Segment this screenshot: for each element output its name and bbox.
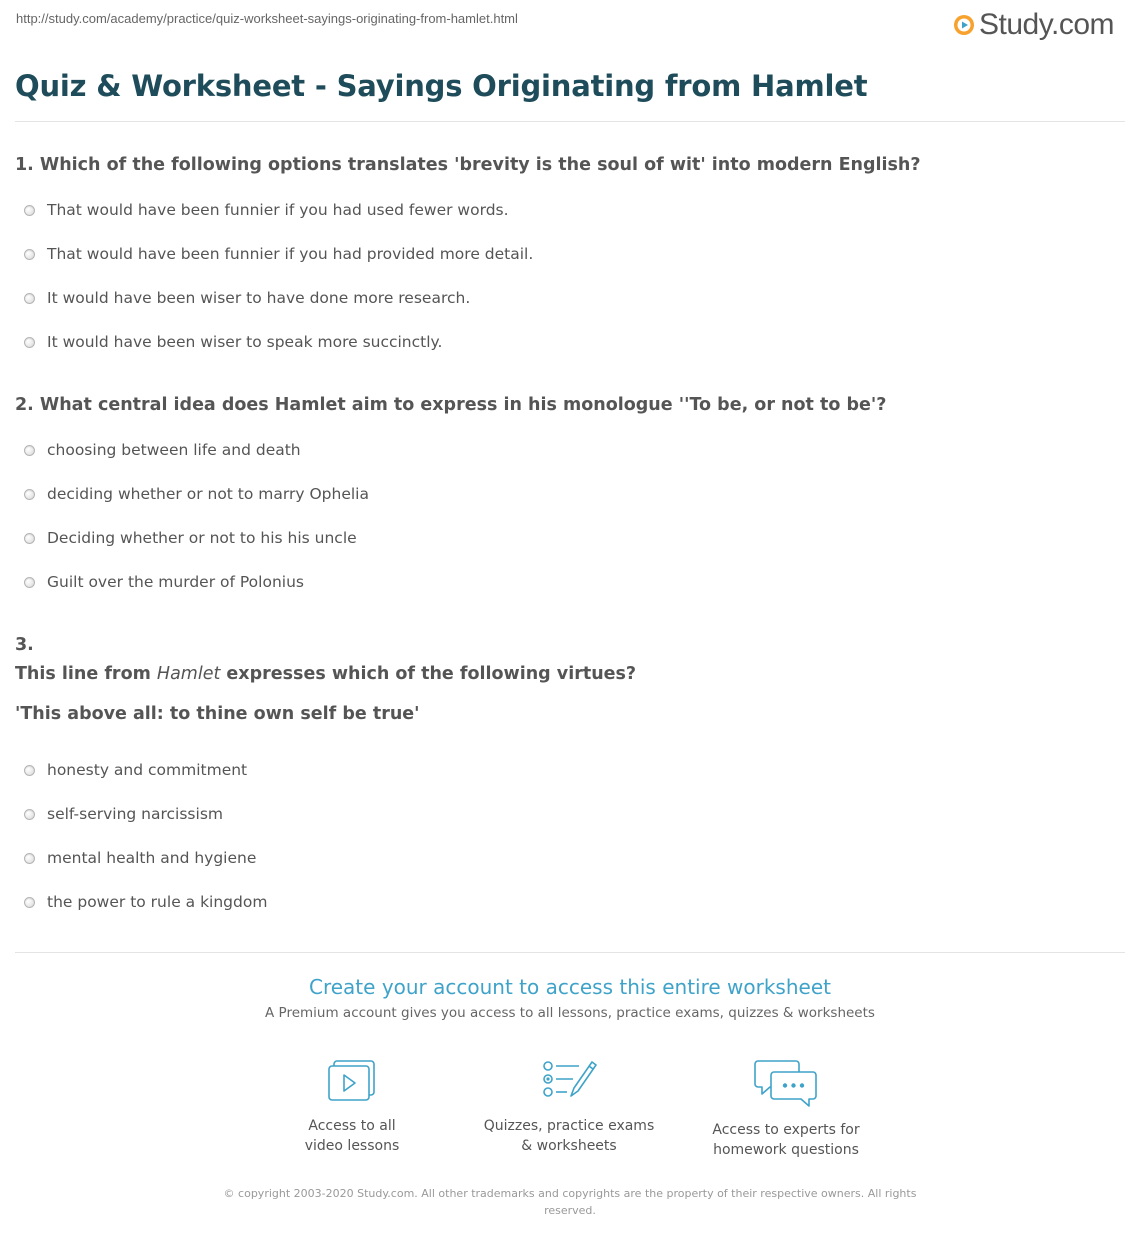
option-label: mental health and hygiene <box>47 849 257 867</box>
create-account-link[interactable]: Create your account to access this entire worksheet <box>309 975 831 999</box>
option-label: choosing between life and death <box>47 441 301 459</box>
question-2-option-d[interactable] <box>24 571 304 593</box>
radio-button[interactable] <box>24 293 35 304</box>
play-logo-icon <box>953 14 975 36</box>
question-3-option-b[interactable] <box>24 803 223 825</box>
radio-button[interactable] <box>24 853 35 864</box>
radio-button[interactable] <box>24 533 35 544</box>
question-1-option-c[interactable] <box>24 287 470 309</box>
option-label: deciding whether or not to marry Ophelia <box>47 485 369 503</box>
question-2-option-a[interactable] <box>24 439 301 461</box>
option-label: honesty and commitment <box>47 761 248 779</box>
question-3-option-a[interactable] <box>24 759 247 781</box>
question-3-heading <box>15 664 636 684</box>
study-logo[interactable] <box>953 8 1114 42</box>
question-3-text-before: This line from <box>15 664 157 684</box>
question-2-option-b[interactable] <box>24 483 369 505</box>
question-2-option-c[interactable] <box>24 527 357 549</box>
quiz-checklist-icon <box>541 1058 597 1104</box>
option-label: It would have been wiser to speak more succinctly. <box>47 333 443 351</box>
radio-button[interactable] <box>24 249 35 260</box>
option-label: That would have been funnier if you had used fewer words. <box>47 201 509 219</box>
radio-button[interactable] <box>24 205 35 216</box>
radio-button[interactable] <box>24 337 35 348</box>
radio-button[interactable] <box>24 809 35 820</box>
question-3-text-after: expresses which of the following virtues? <box>220 664 637 684</box>
option-label: the power to rule a kingdom <box>47 893 268 911</box>
feature-experts <box>686 1058 886 1160</box>
feature-label: Access to all video lessons <box>304 1118 400 1154</box>
feature-label: Access to experts for homework questions <box>712 1122 860 1158</box>
feature-label: Quizzes, practice exams & worksheets <box>483 1118 655 1154</box>
question-3-quote: 'This above all: to thine own self be true' <box>15 704 420 724</box>
radio-button[interactable] <box>24 765 35 776</box>
section-divider <box>15 952 1125 953</box>
question-1-heading: 1. Which of the following options translates 'brevity is the soul of wit' into modern English? <box>15 155 921 175</box>
question-1-option-a[interactable] <box>24 199 509 221</box>
radio-button[interactable] <box>24 897 35 908</box>
option-label: Guilt over the murder of Polonius <box>47 573 304 591</box>
question-3-option-c[interactable] <box>24 847 256 869</box>
question-3-number: 3. <box>15 635 34 655</box>
copyright-text: © copyright 2003-2020 Study.com. All other trademarks and copyrights are the property of their respective owners. All rights reserved. <box>223 1187 917 1217</box>
copyright-notice <box>0 1185 1140 1219</box>
question-1-option-d[interactable] <box>24 331 442 353</box>
radio-button[interactable] <box>24 489 35 500</box>
option-label: Deciding whether or not to his his uncle <box>47 529 357 547</box>
question-2-heading: 2. What central idea does Hamlet aim to express in his monologue ''To be, or not to be'? <box>15 395 887 415</box>
question-3-italic-title: Hamlet <box>156 664 221 684</box>
radio-button[interactable] <box>24 445 35 456</box>
title-divider <box>15 121 1125 122</box>
feature-video-lessons <box>252 1058 452 1156</box>
video-lessons-icon <box>326 1058 378 1104</box>
option-label: It would have been wiser to have done more research. <box>47 289 471 307</box>
question-3-option-d[interactable] <box>24 891 267 913</box>
premium-description: A Premium account gives you access to all lessons, practice exams, quizzes & worksheets <box>265 1005 875 1021</box>
option-label: self-serving narcissism <box>47 805 223 823</box>
chat-bubbles-icon <box>754 1058 818 1108</box>
option-label: That would have been funnier if you had provided more detail. <box>47 245 534 263</box>
radio-button[interactable] <box>24 577 35 588</box>
question-1-option-b[interactable] <box>24 243 533 265</box>
page-title: Quiz & Worksheet - Sayings Originating from Hamlet <box>15 69 868 103</box>
logo-text: Study.com <box>979 8 1114 41</box>
page-url: http://study.com/academy/practice/quiz-worksheet-sayings-originating-from-hamlet.html <box>16 11 518 26</box>
feature-quizzes <box>469 1058 669 1156</box>
